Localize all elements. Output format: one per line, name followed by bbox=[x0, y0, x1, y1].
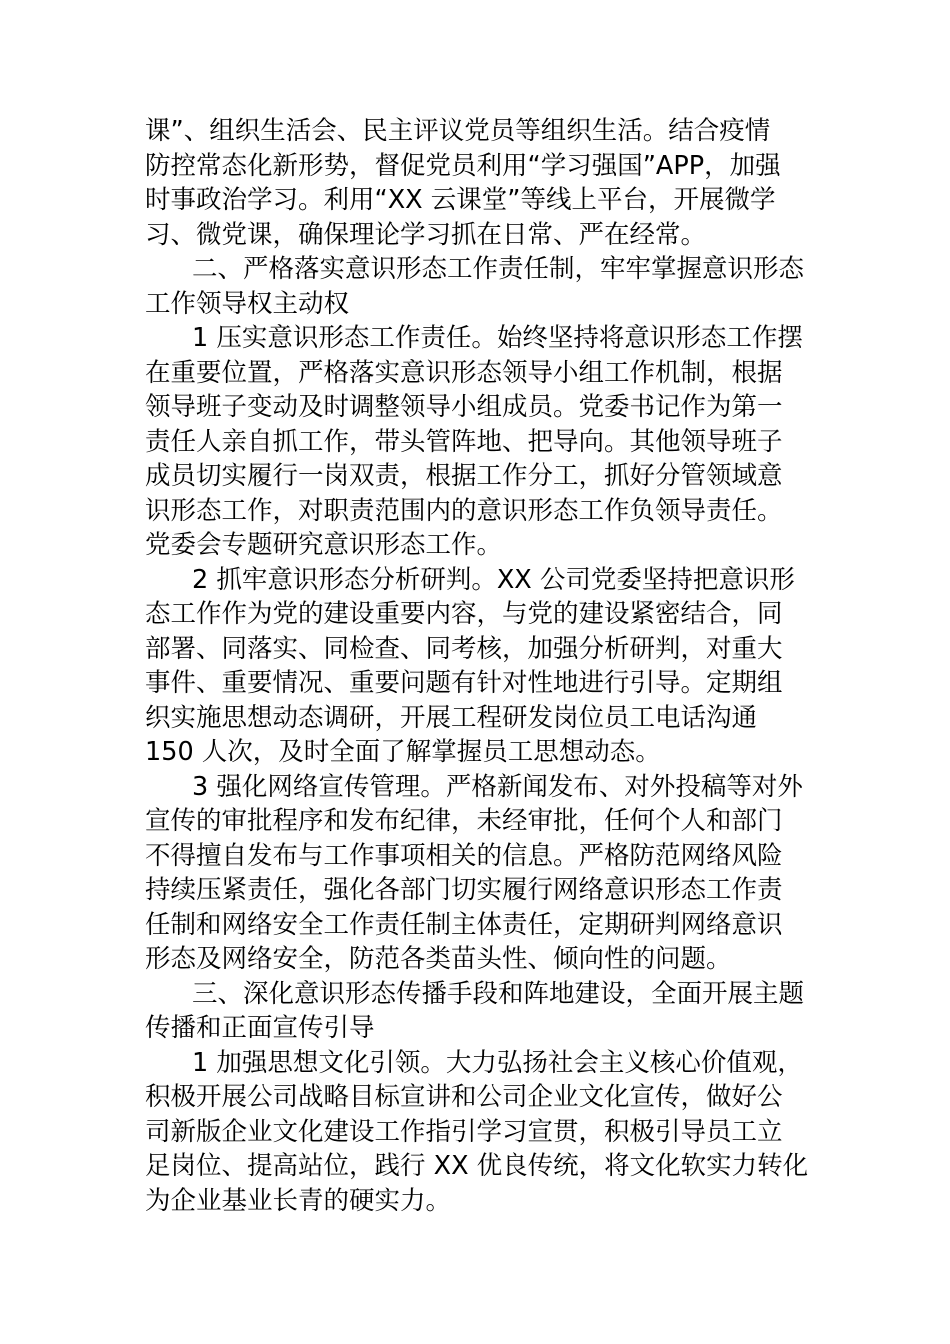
paragraph-first-line: 三、深化意识形态传播手段和阵地建设，全面开展主题 bbox=[192, 978, 805, 1009]
paragraph-first-line: 1 加强思想文化引领。大力弘扬社会主义核心价值观， bbox=[192, 1047, 803, 1078]
text-line: 课”、组织生活会、民主评议党员等组织生活。结合疫情 bbox=[145, 116, 771, 146]
text-line: 积极开展公司战略目标宣讲和公司企业文化宣传，做好公 bbox=[145, 1082, 783, 1112]
text-line: 足岗位、提高站位，践行 XX 优良传统，将文化软实力转化 bbox=[145, 1151, 809, 1181]
text-line: 防控常态化新形势，督促党员利用“学习强国”APP，加强 bbox=[145, 150, 781, 181]
text-line: 态工作作为党的建设重要内容，与党的建设紧密结合，同 bbox=[145, 599, 783, 629]
text-line: 责任人亲自抓工作，带头管阵地、把导向。其他领导班子 bbox=[145, 426, 783, 457]
text-line: 成员切实履行一岗双责，根据工作分工，抓好分管领域意 bbox=[145, 461, 783, 491]
paragraph-first-line: 1 压实意识形态工作责任。始终坚持将意识形态工作摆 bbox=[192, 323, 803, 353]
text-line: 为企业基业长青的硬实力。 bbox=[145, 1185, 452, 1216]
text-line: 传播和正面宣传引导 bbox=[145, 1013, 375, 1043]
text-line: 习、微党课，确保理论学习抓在日常、严在经常。 bbox=[145, 219, 707, 250]
text-line: 工作领导权主动权 bbox=[145, 288, 350, 319]
text-line: 形态及网络安全，防范各类苗头性、倾向性的问题。 bbox=[145, 944, 732, 974]
paragraph-first-line: 3 强化网络宣传管理。严格新闻发布、对外投稿等对外 bbox=[192, 771, 803, 802]
text-line: 识形态工作，对职责范围内的意识形态工作负领导责任。 bbox=[145, 495, 783, 526]
text-line: 持续压紧责任，强化各部门切实履行网络意识形态工作责 bbox=[145, 875, 783, 905]
text-line: 事件、重要情况、重要问题有针对性地进行引导。定期组 bbox=[145, 668, 783, 698]
paragraph-first-line: 2 抓牢意识形态分析研判。XX 公司党委坚持把意识形 bbox=[192, 564, 795, 595]
text-line: 在重要位置，严格落实意识形态领导小组工作机制，根据 bbox=[145, 357, 783, 388]
text-line: 领导班子变动及时调整领导小组成员。党委书记作为第一 bbox=[145, 392, 783, 422]
text-line: 不得擅自发布与工作事项相关的信息。严格防范网络风险 bbox=[145, 840, 783, 871]
text-line: 党委会专题研究意识形态工作。 bbox=[145, 530, 503, 560]
text-line: 部署、同落实、同检查、同考核，加强分析研判，对重大 bbox=[145, 633, 783, 664]
document-body bbox=[145, 114, 810, 1218]
text-line: 150 人次，及时全面了解掌握员工思想动态。 bbox=[145, 737, 661, 767]
paragraph-first-line: 二、严格落实意识形态工作责任制，牢牢掌握意识形态 bbox=[192, 254, 805, 284]
text-line: 司新版企业文化建设工作指引学习宣贯，积极引导员工立 bbox=[145, 1116, 783, 1147]
text-line: 时事政治学习。利用“XX 云课堂”等线上平台，开展微学 bbox=[145, 185, 776, 215]
text-line: 任制和网络安全工作责任制主体责任，定期研判网络意识 bbox=[145, 909, 783, 940]
text-line: 织实施思想动态调研，开展工程研发岗位员工电话沟通 bbox=[145, 702, 758, 733]
text-line: 宣传的审批程序和发布纪律，未经审批，任何个人和部门 bbox=[145, 806, 783, 836]
